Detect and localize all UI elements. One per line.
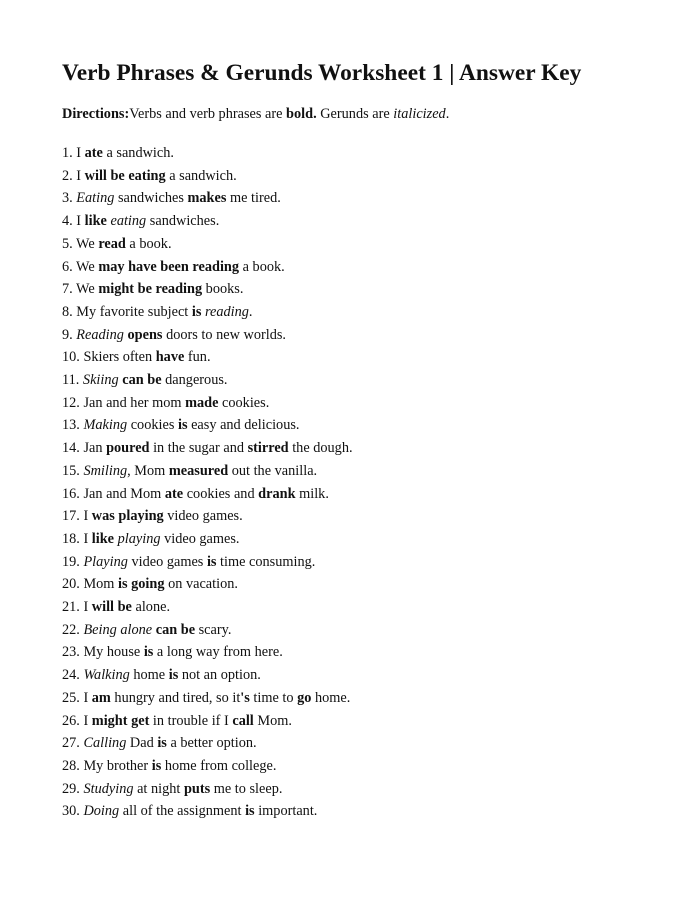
verb-phrase: measured bbox=[168, 462, 229, 479]
verb-phrase: 's bbox=[240, 689, 250, 706]
gerund: Eating bbox=[76, 190, 115, 207]
text-segment: home. bbox=[311, 689, 351, 706]
verb-phrase: bold. bbox=[286, 106, 317, 122]
verb-phrase: is bbox=[206, 553, 217, 570]
text-segment: sandwiches. bbox=[146, 213, 220, 230]
gerund: Smiling bbox=[83, 462, 128, 479]
text-segment: me to sleep. bbox=[210, 780, 283, 797]
verb-phrase: is bbox=[168, 667, 179, 684]
verb-phrase: is bbox=[177, 417, 188, 434]
text-segment: 25. I bbox=[62, 689, 92, 706]
answer-item bbox=[62, 233, 353, 256]
text-segment: a sandwich. bbox=[102, 145, 174, 161]
gerund: Reading bbox=[76, 326, 124, 343]
verb-phrase: ate bbox=[84, 145, 103, 161]
verb-phrase: is bbox=[157, 735, 167, 752]
text-segment: me tired. bbox=[226, 190, 281, 207]
answer-item bbox=[62, 710, 353, 733]
text-segment: Verbs and verb phrases are bbox=[129, 106, 287, 122]
gerund: playing bbox=[117, 530, 161, 547]
text-segment: . bbox=[248, 303, 253, 320]
text-segment: at night bbox=[133, 780, 184, 797]
text-segment: video games bbox=[127, 553, 207, 570]
answer-list bbox=[62, 142, 353, 823]
verb-phrase: read bbox=[98, 235, 126, 252]
verb-phrase: is bbox=[191, 303, 202, 320]
text-segment: important. bbox=[254, 803, 318, 820]
answer-item bbox=[62, 596, 353, 619]
text-segment: 12. Jan and her mom bbox=[62, 394, 186, 411]
answer-item bbox=[62, 142, 353, 165]
text-segment: 8. My favorite subject bbox=[62, 303, 192, 320]
answer-item bbox=[62, 619, 353, 642]
gerund: reading bbox=[204, 303, 249, 320]
text-segment: 11. bbox=[62, 372, 83, 389]
verb-phrase: drank bbox=[258, 485, 296, 502]
answer-item bbox=[62, 324, 353, 347]
gerund: Calling bbox=[83, 735, 127, 752]
text-segment: 10. Skiers often bbox=[62, 349, 156, 366]
text-segment: 29. bbox=[62, 780, 84, 797]
answer-item bbox=[62, 346, 353, 369]
verb-phrase: am bbox=[91, 689, 111, 706]
answer-item bbox=[62, 392, 353, 415]
gerund: Doing bbox=[83, 803, 120, 820]
verb-phrase: like bbox=[91, 530, 115, 547]
text-segment: 2. I bbox=[62, 167, 85, 184]
verb-phrase: is bbox=[143, 644, 154, 661]
answer-item bbox=[62, 369, 353, 392]
text-segment: cookies bbox=[127, 417, 178, 434]
verb-phrase: go bbox=[297, 689, 312, 706]
answer-item bbox=[62, 187, 353, 210]
text-segment: a long way from here. bbox=[153, 644, 283, 661]
answer-item bbox=[62, 437, 353, 460]
text-segment: the dough. bbox=[288, 440, 353, 457]
verb-phrase: makes bbox=[187, 190, 227, 207]
text-segment: in the sugar and bbox=[149, 440, 248, 457]
text-segment: alone. bbox=[131, 599, 171, 616]
text-segment: 30. bbox=[62, 803, 84, 820]
answer-item bbox=[62, 755, 353, 778]
answer-item bbox=[62, 641, 353, 664]
verb-phrase: will be eating bbox=[84, 167, 166, 184]
text-segment: a book. bbox=[239, 258, 285, 275]
text-segment: in trouble if I bbox=[149, 712, 233, 729]
text-segment: 26. I bbox=[62, 712, 92, 729]
verb-phrase: was playing bbox=[91, 508, 164, 525]
verb-phrase: might get bbox=[91, 712, 150, 729]
text-segment: 23. My house bbox=[62, 644, 144, 661]
gerund: Skiing bbox=[82, 372, 119, 389]
gerund: Making bbox=[83, 417, 128, 434]
gerund: Playing bbox=[83, 553, 128, 570]
answer-item bbox=[62, 210, 353, 233]
text-segment: cookies and bbox=[183, 485, 259, 502]
text-segment: 3. bbox=[62, 190, 77, 207]
text-segment: 22. bbox=[62, 621, 84, 638]
verb-phrase: call bbox=[232, 712, 254, 729]
text-segment: cookies. bbox=[218, 394, 270, 411]
verb-phrase: will be bbox=[91, 599, 132, 616]
gerund: eating bbox=[110, 213, 147, 230]
verb-phrase: might be reading bbox=[98, 281, 203, 298]
text-segment: hungry and tired, so it bbox=[110, 689, 241, 706]
text-segment: 15. bbox=[62, 462, 84, 479]
verb-phrase: is bbox=[245, 803, 255, 820]
answer-item bbox=[62, 301, 353, 324]
answer-item bbox=[62, 460, 353, 483]
answer-item bbox=[62, 256, 353, 279]
gerund: italicized bbox=[393, 106, 446, 122]
verb-phrase: may have been reading bbox=[98, 258, 240, 275]
verb-phrase: Directions: bbox=[62, 106, 130, 122]
text-segment: all of the assignment bbox=[119, 803, 246, 820]
gerund: Walking bbox=[83, 667, 130, 684]
text-segment: 13. bbox=[62, 417, 84, 434]
text-segment: 20. Mom bbox=[62, 576, 119, 593]
text-segment: doors to new worlds. bbox=[162, 326, 286, 343]
answer-item bbox=[62, 687, 353, 710]
text-segment: books. bbox=[202, 281, 244, 298]
text-segment: dangerous. bbox=[161, 372, 228, 389]
text-segment: out the vanilla. bbox=[228, 462, 318, 479]
answer-item bbox=[62, 573, 353, 596]
answer-item bbox=[62, 278, 353, 301]
text-segment: 1. I bbox=[62, 145, 85, 161]
verb-phrase: can be bbox=[122, 372, 162, 389]
text-segment: 4. I bbox=[62, 213, 85, 230]
answer-item bbox=[62, 664, 353, 687]
gerund: Being alone bbox=[83, 621, 153, 638]
text-segment: 16. Jan and Mom bbox=[62, 485, 165, 502]
text-segment: 24. bbox=[62, 667, 84, 684]
verb-phrase: poured bbox=[106, 440, 150, 457]
answer-item bbox=[62, 505, 353, 528]
verb-phrase: is bbox=[151, 757, 162, 774]
text-segment: 5. We bbox=[62, 235, 99, 252]
text-segment: 28. My brother bbox=[62, 757, 152, 774]
verb-phrase: opens bbox=[127, 326, 163, 343]
gerund: Studying bbox=[83, 780, 134, 797]
text-segment: 6. We bbox=[62, 258, 99, 275]
answer-item bbox=[62, 778, 353, 801]
answer-item bbox=[62, 551, 353, 574]
text-segment: a book. bbox=[125, 235, 172, 252]
text-segment: scary. bbox=[195, 621, 232, 638]
text-segment: 18. I bbox=[62, 530, 92, 547]
text-segment: 27. bbox=[62, 735, 84, 752]
text-segment: not an option. bbox=[178, 667, 261, 684]
text-segment: video games. bbox=[163, 508, 243, 525]
text-segment: 7. We bbox=[62, 281, 99, 298]
verb-phrase: ate bbox=[164, 485, 184, 502]
text-segment: fun. bbox=[184, 349, 211, 366]
text-segment: on vacation. bbox=[164, 576, 238, 593]
text-segment: 9. bbox=[62, 326, 77, 343]
text-segment: video games. bbox=[160, 530, 240, 547]
directions-text bbox=[62, 104, 449, 124]
text-segment: a sandwich. bbox=[165, 167, 237, 184]
verb-phrase: have bbox=[155, 349, 185, 366]
text-segment: time consuming. bbox=[216, 553, 316, 570]
verb-phrase: can be bbox=[155, 621, 196, 638]
text-segment: milk. bbox=[295, 485, 329, 502]
text-segment: . bbox=[445, 106, 450, 122]
answer-item bbox=[62, 483, 353, 506]
answer-item bbox=[62, 732, 353, 755]
text-segment: 14. Jan bbox=[62, 440, 107, 457]
answer-item bbox=[62, 165, 353, 188]
verb-phrase: like bbox=[84, 213, 107, 230]
text-segment: home from college. bbox=[161, 757, 277, 774]
text-segment: time to bbox=[249, 689, 298, 706]
verb-phrase: puts bbox=[183, 780, 211, 797]
text-segment: Dad bbox=[126, 735, 158, 752]
answer-item bbox=[62, 528, 353, 551]
text-segment: home bbox=[129, 667, 169, 684]
text-segment: Mom. bbox=[253, 712, 292, 729]
verb-phrase: made bbox=[185, 394, 219, 411]
page-title: Verb Phrases & Gerunds Worksheet 1 | Answer Key bbox=[62, 60, 582, 86]
verb-phrase: stirred bbox=[247, 440, 289, 457]
text-segment: 17. I bbox=[62, 508, 92, 525]
text-segment: 19. bbox=[62, 553, 84, 570]
text-segment: , Mom bbox=[127, 462, 169, 479]
answer-item bbox=[62, 414, 353, 437]
text-segment: Gerunds are bbox=[316, 106, 394, 122]
text-segment: easy and delicious. bbox=[187, 417, 300, 434]
text-segment: a better option. bbox=[166, 735, 257, 752]
text-segment: sandwiches bbox=[114, 190, 188, 207]
text-segment: 21. I bbox=[62, 599, 92, 616]
answer-item bbox=[62, 800, 353, 823]
verb-phrase: is going bbox=[118, 576, 165, 593]
